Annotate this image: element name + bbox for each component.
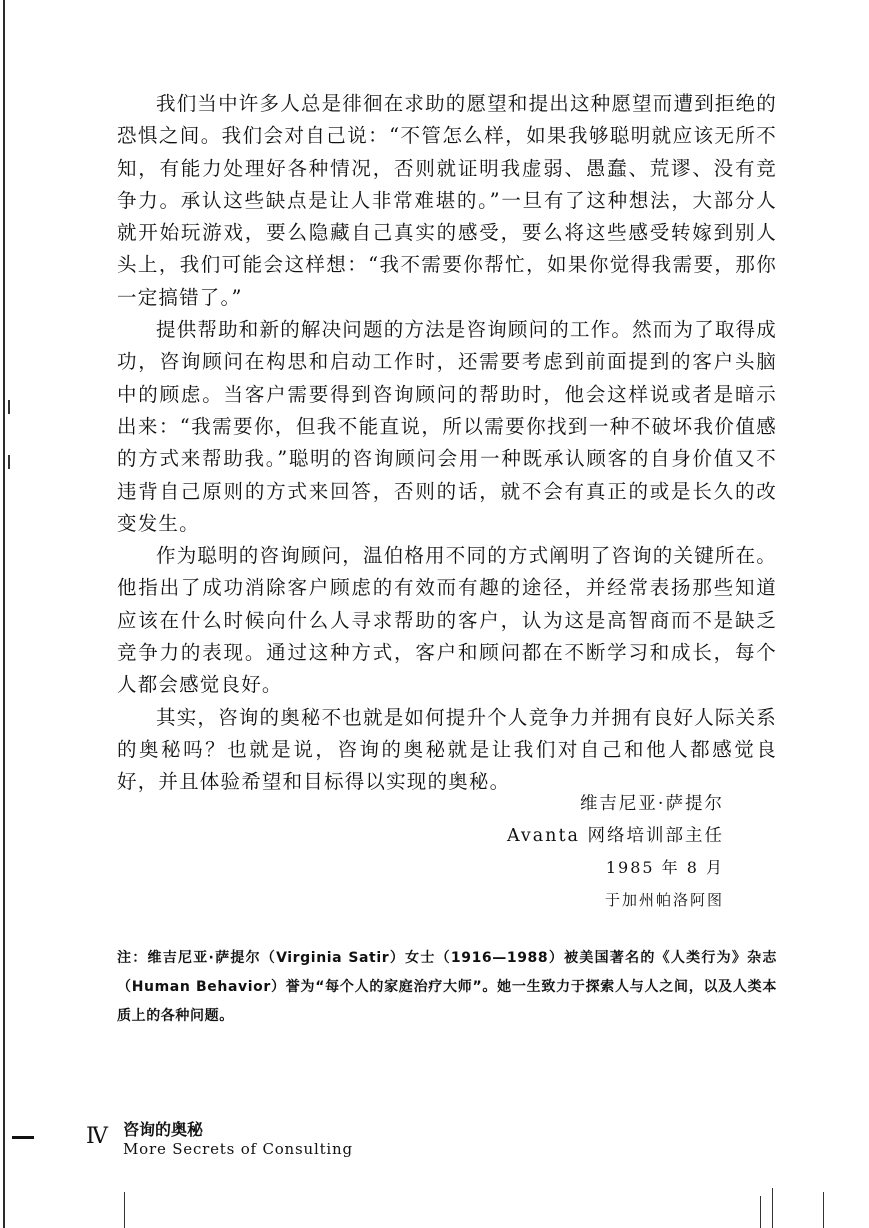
binding-mark: [760, 1196, 761, 1228]
footnote: 注：维吉尼亚·萨提尔（Virginia Satir）女士（1916—1988）被美国著名的《人类行为》杂志（Human Behavior）誉为“每个人的家庭治疗大师”。她一生致力于探索人与人之间，以及人类本质上的各种问题。: [117, 950, 777, 1024]
page-edge: [3, 0, 5, 1228]
binding-mark: [772, 1188, 773, 1228]
paragraph: 作为聪明的咨询顾问，温伯格用不同的方式阐明了咨询的关键所在。他指出了成功消除客户顾虑的有效而有趣的途径，并经常表扬那些知道应该在什么时候向什么人寻求帮助的客户，认为这是高智商而不是缺乏竞争力的表现。通过这种方式，客户和顾问都在不断学习和成长，每个人都会感觉良好。: [117, 544, 778, 697]
signature-date: 1985 年 8 月: [605, 858, 724, 877]
signature-block: [507, 788, 724, 916]
paragraph: 其实，咨询的奥秘不也就是如何提升个人竞争力并拥有良好人际关系的奥秘吗？也就是说，咨询的奥秘就是让我们对自己和他人都感觉良好，并且体验希望和目标得以实现的奥秘。: [117, 705, 778, 794]
paragraph: 提供帮助和新的解决问题的方法是咨询顾问的工作。然而为了取得成功，咨询顾问在构思和启动工作时，还需要考虑到前面提到的客户头脑中的顾虑。当客户需要得到咨询顾问的帮助时，他会这样说或者是暗示出来：“我需要你，但我不能直说，所以需要你找到一种不破坏我价值感的方式来帮助我。”聪明的咨询顾问会用一种既承认顾客的自身价值又不违背自己原则的方式来回答，否则的话，就不会有真正的或是长久的改变发生。: [117, 318, 778, 535]
signature-name: 维吉尼亚·萨提尔: [579, 794, 724, 814]
page-number: Ⅳ: [86, 1124, 108, 1149]
margin-mark: [8, 455, 10, 469]
signature-place: 于加州帕洛阿图: [604, 891, 724, 909]
running-title-cn: 咨询的奥秘: [123, 1120, 204, 1139]
margin-mark: [8, 400, 10, 414]
signature-title: Avanta 网络培训部主任: [506, 826, 724, 846]
footer-dash: [12, 1136, 34, 1139]
paragraph: 我们当中许多人总是徘徊在求助的愿望和提出这种愿望而遭到拒绝的恐惧之间。我们会对自己说：“不管怎么样，如果我够聪明就应该无所不知，有能力处理好各种情况，否则就证明我虚弱、愚蠢、荒谬、没有竞争力。承认这些缺点是让人非常难堪的。”一旦有了这种想法，大部分人就开始玩游戏，要么隐藏自己真实的感受，要么将这些感受转嫁到别人头上，我们可能会这样想：“我不需要你帮忙，如果你觉得我需要，那你一定搞错了。”: [117, 92, 778, 309]
binding-mark: [823, 1192, 824, 1228]
running-title-en: More Secrets of Consulting: [123, 1140, 353, 1158]
binding-mark: [124, 1192, 125, 1228]
body-text: [117, 88, 777, 799]
